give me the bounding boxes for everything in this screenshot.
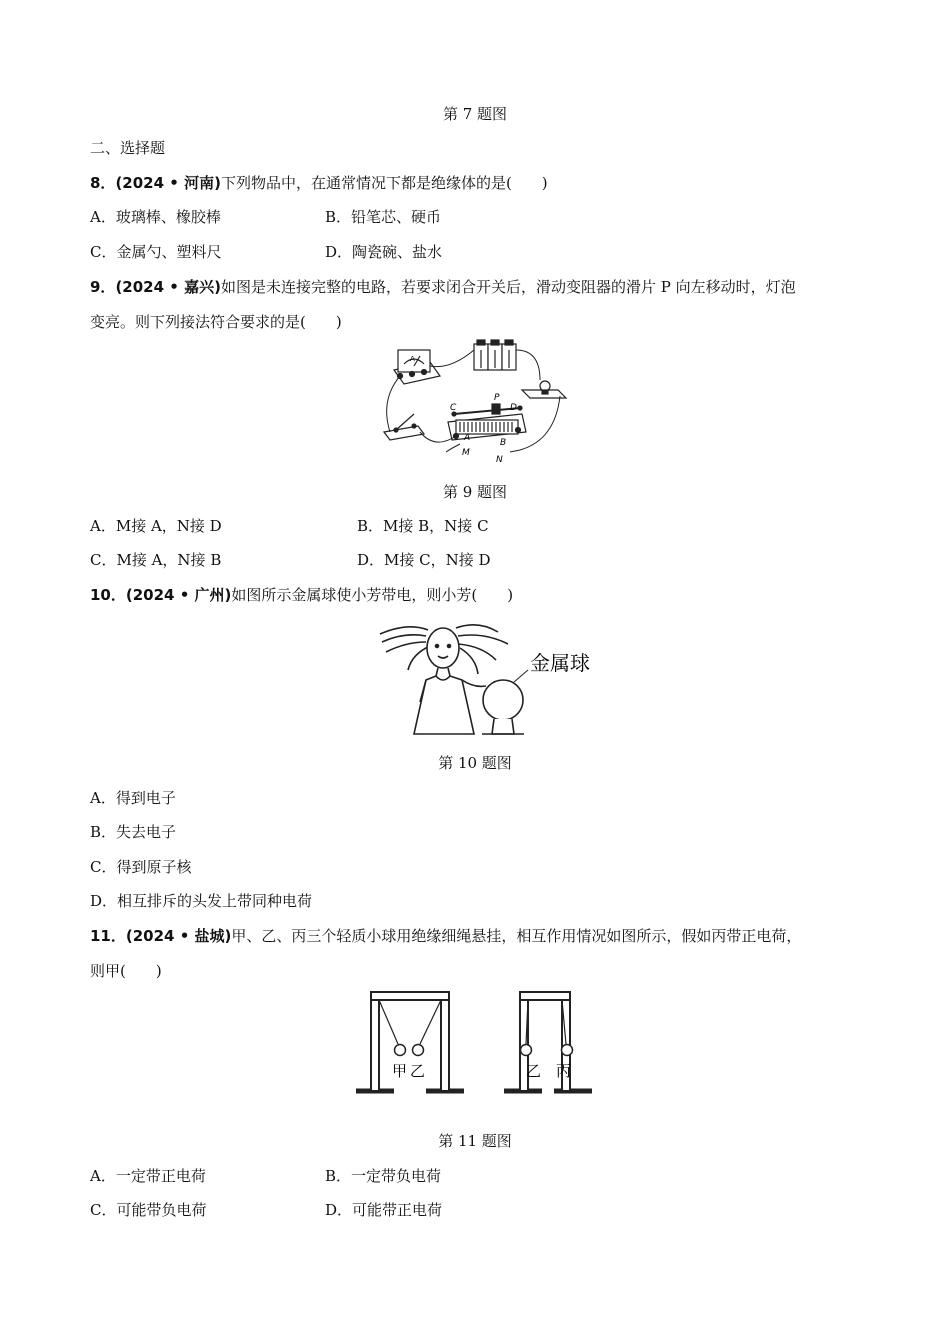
metal-ball-icon xyxy=(482,670,528,734)
q8-number: 8． xyxy=(90,174,116,192)
q11-option-b: B．一定带负电荷 xyxy=(325,1167,442,1185)
metal-ball-label: 金属球 xyxy=(530,651,590,675)
q9-source: (2024 • 嘉兴) xyxy=(115,278,221,296)
q8-source: (2024 • 河南) xyxy=(115,174,221,192)
q11-stem-line2: 则甲( ) xyxy=(90,962,162,980)
q9-option-a: A．M接 A，N接 D xyxy=(90,517,222,535)
q8-option-d: D．陶瓷碗、盐水 xyxy=(325,243,443,261)
q9-circuit-figure xyxy=(380,340,570,465)
question-9 xyxy=(90,277,796,297)
fig7-caption: 第 7 题图 xyxy=(442,105,508,123)
q9-number: 9． xyxy=(90,278,116,296)
label-bing: 丙 xyxy=(556,1062,572,1080)
label-jia: 甲 xyxy=(392,1062,408,1080)
q8-option-b: B．铅笔芯、硬币 xyxy=(325,208,442,226)
section-title: 二、选择题 xyxy=(90,139,166,157)
q11-stem-line1: 甲、乙、丙三个轻质小球用绝缘细绳悬挂，相互作用情况如图所示，假如丙带正电荷， xyxy=(231,927,802,945)
label-yi-left: 乙 xyxy=(410,1062,426,1080)
q9-option-c: C．M接 A，N接 B xyxy=(90,551,222,569)
q11-option-c: C．可能带负电荷 xyxy=(90,1201,207,1219)
fig9-caption: 第 9 题图 xyxy=(442,483,508,501)
q10-option-a: A．得到电子 xyxy=(90,789,176,807)
slider-p-label: P xyxy=(494,393,500,403)
q10-number: 10． xyxy=(90,586,126,604)
fig10-caption: 第 10 题图 xyxy=(438,754,512,772)
q9-stem-line2: 变亮。则下列接法符合要求的是( ) xyxy=(90,313,342,331)
question-8 xyxy=(90,173,548,193)
ball-yi-left xyxy=(413,1045,424,1056)
q9-stem-line1: 如图是未连接完整的电路，若要求闭合开关后，滑动变阻器的滑片 P 向左移动时，灯泡 xyxy=(220,278,796,296)
terminal-c-label: C xyxy=(450,403,457,413)
ammeter-icon xyxy=(394,350,440,384)
girl-icon xyxy=(380,625,508,734)
q10-source: (2024 • 广州) xyxy=(125,586,232,604)
q10-girl-figure xyxy=(378,618,590,736)
terminal-d-label: D xyxy=(510,403,517,413)
fig11-caption: 第 11 题图 xyxy=(438,1132,512,1150)
terminal-b-label: B xyxy=(500,438,507,448)
q9-option-d: D．M接 C，N接 D xyxy=(357,551,491,569)
q9-option-b: B．M接 B，N接 C xyxy=(357,517,489,535)
ammeter-label: A xyxy=(410,355,415,363)
q8-option-a: A．玻璃棒、橡胶棒 xyxy=(90,208,221,226)
wire-m-label: M xyxy=(462,448,470,458)
q11-number: 11． xyxy=(90,927,126,945)
question-11 xyxy=(90,926,801,946)
ball-jia xyxy=(395,1045,406,1056)
bulb-icon xyxy=(522,381,566,398)
q11-option-a: A．一定带正电荷 xyxy=(90,1167,206,1185)
q10-option-b: B．失去电子 xyxy=(90,823,177,841)
q8-option-c: C．金属勺、塑料尺 xyxy=(90,243,222,261)
label-yi-right: 乙 xyxy=(526,1062,542,1080)
wire-n-label: N xyxy=(496,455,503,465)
q10-option-c: C．得到原子核 xyxy=(90,858,192,876)
question-10 xyxy=(90,585,513,605)
ball-bing xyxy=(562,1045,573,1056)
q10-option-d: D．相互排斥的头发上带同种电荷 xyxy=(90,892,313,910)
switch-icon xyxy=(384,414,424,440)
q10-stem: 如图所示金属球使小芳带电，则小芳( ) xyxy=(231,586,514,604)
q8-stem: 下列物品中，在通常情况下都是绝缘体的是( ) xyxy=(220,174,548,192)
q11-source: (2024 • 盐城) xyxy=(125,927,232,945)
stand-right xyxy=(504,992,592,1091)
battery-icon xyxy=(474,340,516,370)
ball-yi-right xyxy=(521,1045,532,1056)
terminal-a-label: A xyxy=(464,433,471,443)
q11-option-d: D．可能带正电荷 xyxy=(325,1201,443,1219)
q11-balls-figure xyxy=(354,990,596,1096)
